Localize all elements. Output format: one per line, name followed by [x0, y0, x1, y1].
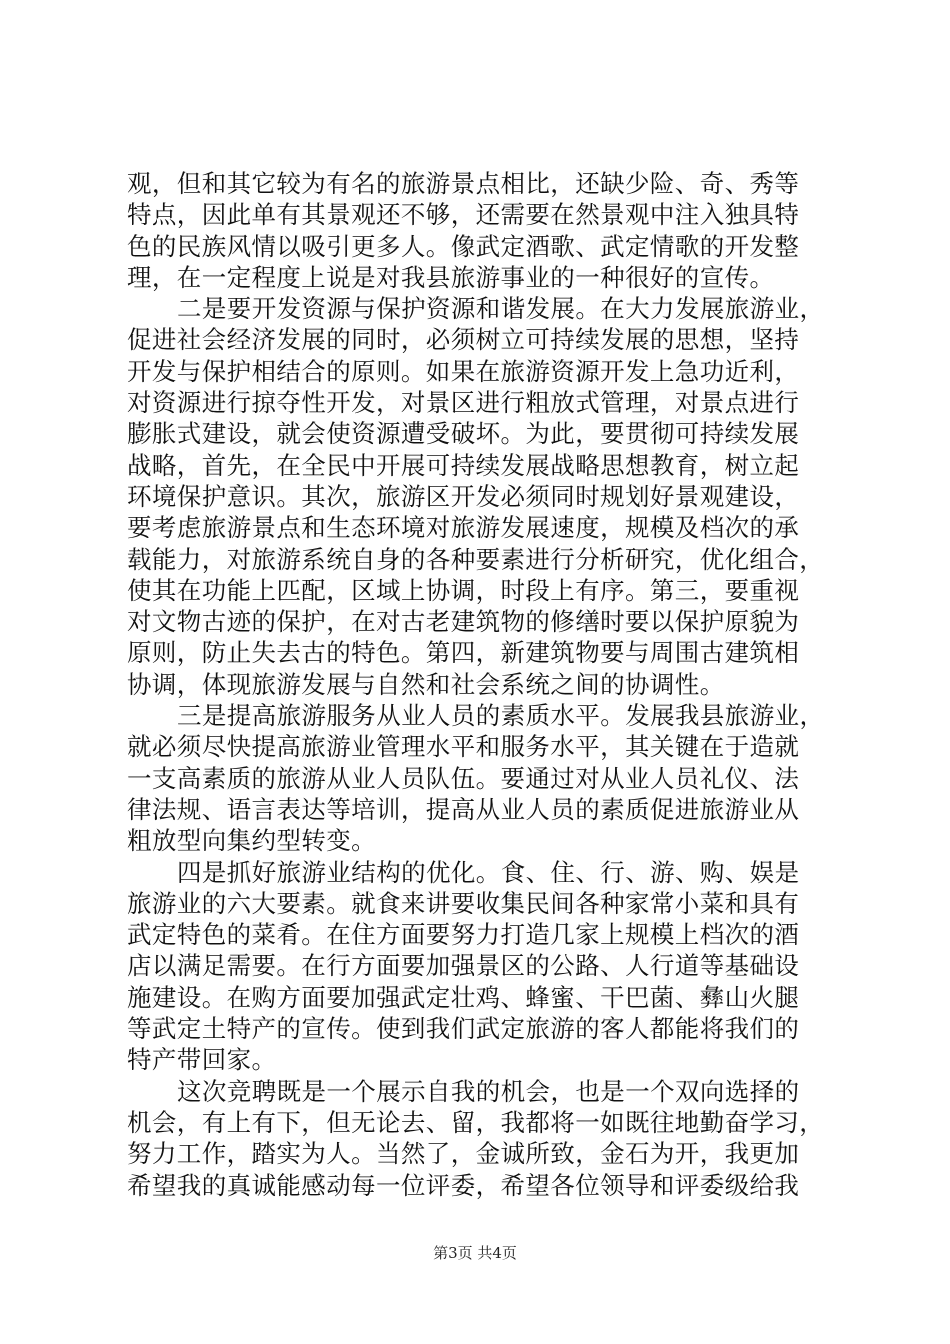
text-line: 对文物古迹的保护，在对古老建筑物的修缮时要以保护原貌为 — [127, 607, 800, 637]
text-line: 旅游业的六大要素。就食来讲要收集民间各种家常小菜和具有 — [127, 888, 800, 918]
text-line: 律法规、语言表达等培训，提高从业人员的素质促进旅游业从 — [127, 794, 800, 824]
text-line: 努力工作，踏实为人。当然了，金诚所致，金石为开，我更加 — [127, 1139, 800, 1169]
page-footer — [0, 1243, 950, 1263]
text-line: 施建设。在购方面要加强武定壮鸡、蜂蜜、干巴菌、彝山火腿 — [127, 982, 800, 1012]
text-line: 环境保护意识。其次，旅游区开发必须同时规划好景观建设， — [127, 481, 800, 511]
paragraph-start-line: 四是抓好旅游业结构的优化。食、住、行、游、购、娱是 — [177, 857, 800, 887]
text-line: 特点，因此单有其景观还不够，还需要在然景观中注入独具特 — [127, 200, 800, 230]
text-line: 观，但和其它较为有名的旅游景点相比，还缺少险、奇、秀等 — [127, 169, 800, 198]
text-line: 原则，防止失去古的特色。第四，新建筑物要与周围古建筑相 — [127, 638, 800, 668]
text-line: 一支高素质的旅游从业人员队伍。要通过对从业人员礼仪、法 — [127, 763, 800, 793]
text-line: 店以满足需要。在行方面要加强景区的公路、人行道等基础设 — [127, 951, 800, 981]
text-line: 协调，体现旅游发展与自然和社会系统之间的协调性。 — [127, 669, 725, 699]
text-line: 载能力，对旅游系统自身的各种要素进行分析研究，优化组合， — [127, 544, 825, 574]
text-line: 就必须尽快提高旅游业管理水平和服务水平，其关键在于造就 — [127, 732, 800, 762]
text-line: 希望我的真诚能感动每一位评委，希望各位领导和评委级给我 — [127, 1170, 800, 1200]
text-line: 促进社会经济发展的同时，必须树立可持续发展的思想，坚持 — [127, 325, 800, 355]
text-line: 开发与保护相结合的原则。如果在旅游资源开发上急功近利， — [127, 356, 800, 386]
paragraph-start-line: 二是要开发资源与保护资源和谐发展。在大力发展旅游业， — [177, 294, 825, 324]
text-line: 机会，有上有下，但无论去、留，我都将一如既往地勤奋学习， — [127, 1107, 825, 1137]
text-line: 对资源进行掠夺性开发，对景区进行粗放式管理，对景点进行 — [127, 388, 800, 418]
text-line: 武定特色的菜肴。在住方面要努力打造几家上规模上档次的酒 — [127, 920, 800, 950]
paragraph-start-line: 三是提高旅游服务从业人员的素质水平。发展我县旅游业， — [177, 701, 825, 731]
page-number: 第3页 共4页 — [433, 1244, 517, 1262]
text-line: 使其在功能上匹配，区域上协调，时段上有序。第三，要重视 — [127, 575, 800, 605]
paragraph-start-line: 这次竞聘既是一个展示自我的机会，也是一个双向选择的 — [177, 1076, 800, 1106]
text-line: 要考虑旅游景点和生态环境对旅游发展速度，规模及档次的承 — [127, 513, 800, 543]
text-line: 粗放型向集约型转变。 — [127, 826, 376, 856]
text-line: 色的民族风情以吸引更多人。像武定酒歌、武定情歌的开发整 — [127, 231, 800, 261]
text-line: 理，在一定程度上说是对我县旅游事业的一种很好的宣传。 — [127, 262, 775, 292]
text-line: 等武定土特产的宣传。使到我们武定旅游的客人都能将我们的 — [127, 1014, 800, 1044]
body-text — [127, 168, 837, 1201]
text-line: 膨胀式建设，就会使资源遭受破坏。为此，要贯彻可持续发展 — [127, 419, 800, 449]
text-line: 特产带回家。 — [127, 1045, 277, 1075]
text-line: 战略，首先，在全民中开展可持续发展战略思想教育，树立起 — [127, 450, 800, 480]
